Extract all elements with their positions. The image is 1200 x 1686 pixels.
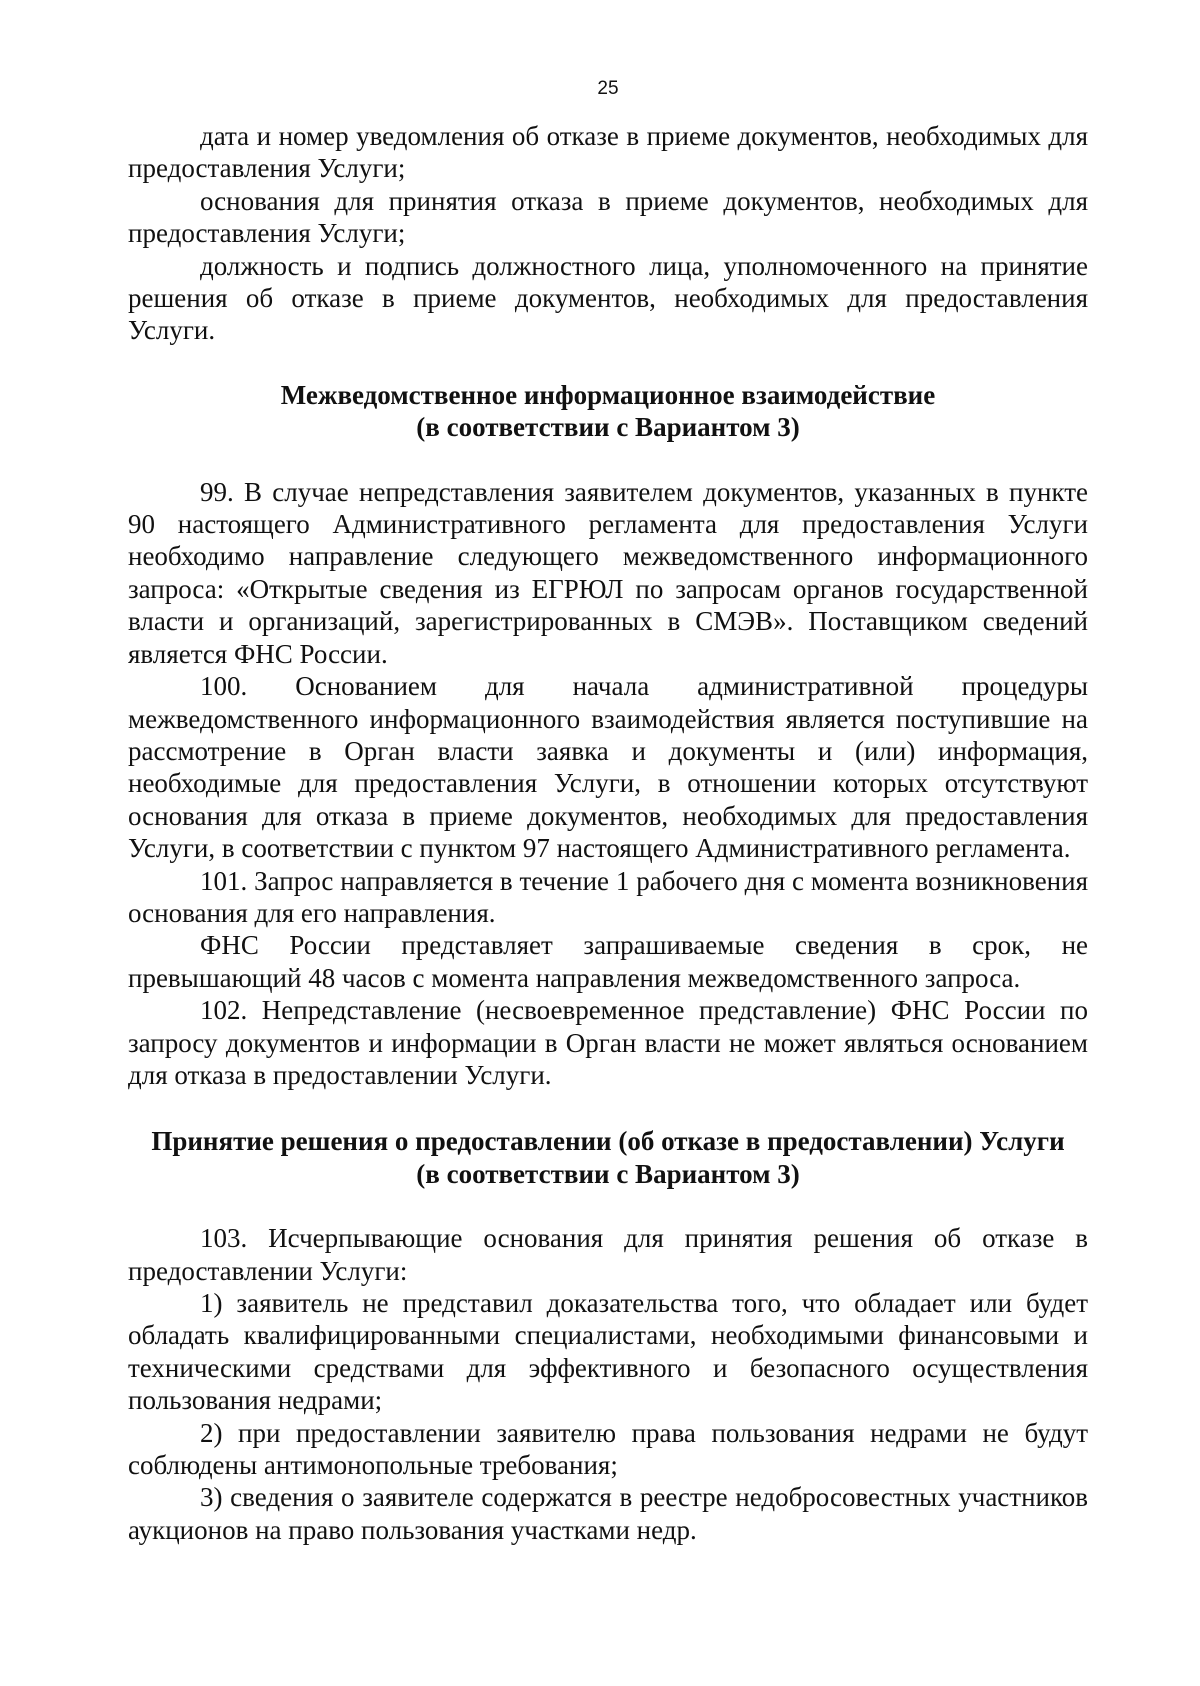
heading-line: (в соответствии с Вариантом 3) (416, 1158, 800, 1189)
page-number: 25 (597, 78, 619, 99)
section-heading-decision (128, 1125, 1088, 1190)
paragraph: дата и номер уведомления об отказе в приеме документов, необходимых для предоставления Услуги; (128, 121, 1088, 184)
paragraph: 2) при предоставлении заявителю права пользования недрами не будут соблюдены антимонопольные требования; (128, 1417, 1088, 1481)
paragraph: 101. Запрос направляется в течение 1 рабочего дня с момента возникновения основания для его направления. (128, 865, 1088, 928)
paragraph: должность и подпись должностного лица, уполномоченного на принятие решения об отказе в приеме документов, необходимых для предоставления Услуги. (128, 250, 1088, 346)
heading-line: (в соответствии с Вариантом 3) (416, 412, 800, 443)
paragraph: ФНС России представляет запрашиваемые сведения в срок, не превышающий 48 часов с момента направления межведомственного запроса. (128, 930, 1088, 993)
heading-line: Принятие решения о предоставлении (об отказе в предоставлении) Услуги (151, 1126, 1065, 1157)
paragraph: 102. Непредставление (несвоевременное представление) ФНС России по запросу документов и информации в Орган власти не может являться основанием для отказа в предоставлении Услуги. (128, 995, 1088, 1090)
paragraph: основания для принятия отказа в приеме документов, необходимых для предоставления Услуги; (128, 185, 1088, 249)
paragraph: 3) сведения о заявителе содержатся в реестре недобросовестных участников аукционов на право пользования участками недр. (128, 1482, 1088, 1545)
paragraph: 103. Исчерпывающие основания для принятия решения об отказе в предоставлении Услуги: (128, 1223, 1088, 1286)
section-heading-interagency (128, 379, 1088, 444)
paragraph: 100. Основанием для начала административной процедуры межведомственного информационного взаимодействия является поступившие на рассмотрение в Орган власти заявка и документы и (или) информация, необходимые для предоставления Услуги, в отношении которых отсутствуют основания для отказа в приеме документов, необходимых для предоставления Услуги, в соответствии с пунктом 97 настоящего Административного регламента. (128, 671, 1088, 864)
document-body (128, 120, 1088, 1546)
heading-line: Межведомственное информационное взаимодействие (280, 379, 936, 410)
paragraph: 1) заявитель не представил доказательства того, что обладает или будет обладать квалифицированными специалистами, необходимыми финансовыми и техническими средствами для эффективного и безопасного осуществления пользования недрами; (128, 1288, 1088, 1416)
paragraph: 99. В случае непредставления заявителем документов, указанных в пункте 90 настоящего Административного регламента для предоставления Услуги необходимо направление следующего межведомственного информационного запроса: «Открытые сведения из ЕГРЮЛ по запросам органов государственной власти и организаций, зарегистрированных в СМЭВ». Поставщиком сведений является ФНС России. (128, 476, 1088, 669)
